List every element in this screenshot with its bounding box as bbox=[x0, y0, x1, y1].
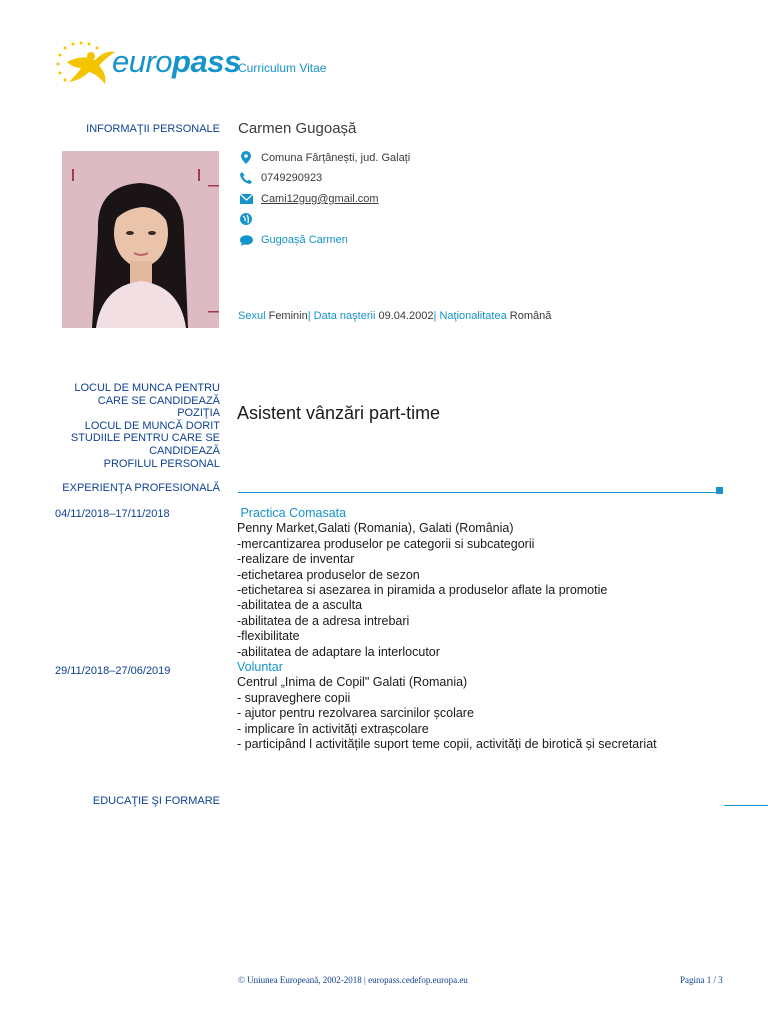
education-section-label: EDUCAŢIE ŞI FORMARE bbox=[92, 795, 220, 807]
section-divider bbox=[238, 492, 716, 493]
section-divider bbox=[724, 805, 768, 806]
messenger-text: Gugoașă Carmen bbox=[261, 234, 348, 246]
footer-page-number: Pagina 1 / 3 bbox=[680, 975, 723, 985]
application-label-line: CANDIDEAZĂ bbox=[149, 444, 220, 457]
entry-dates: 29/11/2018–27/06/2019 bbox=[55, 665, 171, 677]
phone-icon bbox=[238, 172, 254, 184]
entry-line: - participând l activitățile suport teme copii, activități de birotică și secretariat bbox=[237, 737, 657, 752]
entry-line: -etichetarea si asezarea in piramida a produselor aflate la promotie bbox=[237, 583, 608, 598]
europass-wordmark bbox=[112, 44, 241, 80]
entry-line: -realizare de inventar bbox=[237, 552, 355, 567]
logo-euro-text: euro bbox=[112, 44, 173, 79]
section-divider-marker bbox=[716, 487, 723, 494]
entry-line: - implicare în activități extrașcolare bbox=[237, 721, 429, 736]
experience-entry bbox=[237, 506, 607, 660]
sex-label: Sexul bbox=[238, 310, 266, 322]
application-label-line: LOCUL DE MUNCĂ DORIT bbox=[84, 419, 220, 432]
entry-line: -abilitatea de a asculta bbox=[237, 598, 363, 613]
personal-details-line: Sexul Feminin| Data naşterii 09.04.2002| Naţionalitatea Română bbox=[238, 310, 552, 322]
entry-title: Voluntar bbox=[237, 660, 283, 674]
experience-entry bbox=[237, 660, 657, 752]
desired-job-title: Asistent vânzări part-time bbox=[237, 403, 441, 423]
entry-line: -flexibilitate bbox=[237, 629, 300, 644]
email-link[interactable]: Cami12gug@gmail.com bbox=[261, 193, 379, 205]
europass-logo-figure-icon bbox=[55, 40, 117, 90]
application-label-line: LOCUL DE MUNCA PENTRU bbox=[74, 382, 220, 394]
website-icon bbox=[238, 213, 254, 225]
entry-line: - ajutor pentru rezolvarea sarcinilor școlare bbox=[237, 706, 474, 721]
website-row bbox=[238, 213, 261, 225]
application-label-line: STUDIILE PENTRU CARE SE bbox=[70, 432, 220, 445]
nationality-label: Naţionalitatea bbox=[439, 310, 507, 322]
messenger-row bbox=[238, 234, 348, 246]
application-label-line: POZIŢIA bbox=[177, 407, 220, 420]
nationality-value: Română bbox=[509, 310, 552, 322]
email-icon bbox=[238, 194, 254, 204]
application-label-line: CARE SE CANDIDEAZĂ bbox=[97, 394, 220, 407]
sex-value: Feminin bbox=[268, 310, 308, 322]
address-text: Comuna Fârțânești, jud. Galați bbox=[261, 151, 411, 164]
entry-title: Practica Comasata bbox=[237, 506, 347, 520]
entry-dates: 04/11/2018–17/11/2018 bbox=[55, 508, 170, 520]
entry-line: Penny Market,Galati (Romania), Galati (România) bbox=[237, 521, 514, 536]
location-pin-icon bbox=[238, 151, 254, 164]
phone-text: 0749290923 bbox=[261, 172, 323, 184]
entry-line: - supraveghere copii bbox=[237, 690, 351, 705]
application-labels bbox=[20, 382, 220, 470]
europass-logo bbox=[55, 40, 115, 90]
entry-line: Centrul „Inima de Copil" Galati (Romania) bbox=[237, 675, 468, 690]
profile-photo bbox=[62, 151, 219, 328]
entry-line: -abilitatea de adaptare la interlocutor bbox=[237, 644, 440, 659]
dob-value: 09.04.2002 bbox=[378, 310, 434, 322]
experience-section-label: EXPERIENŢA PROFESIONALĂ bbox=[62, 482, 220, 494]
candidate-name: Carmen Gugoașă bbox=[238, 120, 357, 137]
address-row bbox=[238, 151, 410, 164]
dob-label: Data naşterii bbox=[313, 310, 376, 322]
footer-copyright: © Uniunea Europeană, 2002-2018 | europass.cedefop.europa.eu bbox=[238, 975, 468, 985]
entry-line: -mercantizarea produselor pe categorii si subcategorii bbox=[237, 536, 535, 551]
entry-line: -abilitatea de a adresa intrebari bbox=[237, 613, 410, 628]
phone-row bbox=[238, 172, 322, 184]
logo-pass-text: pass bbox=[172, 44, 241, 79]
email-row bbox=[238, 193, 379, 205]
entry-line: -etichetarea produselor de sezon bbox=[237, 567, 420, 582]
chat-icon bbox=[238, 235, 254, 246]
document-title: Curriculum Vitae bbox=[238, 61, 327, 75]
application-label-line: PROFILUL PERSONAL bbox=[103, 457, 220, 470]
personal-info-label: INFORMAŢII PERSONALE bbox=[86, 123, 220, 135]
